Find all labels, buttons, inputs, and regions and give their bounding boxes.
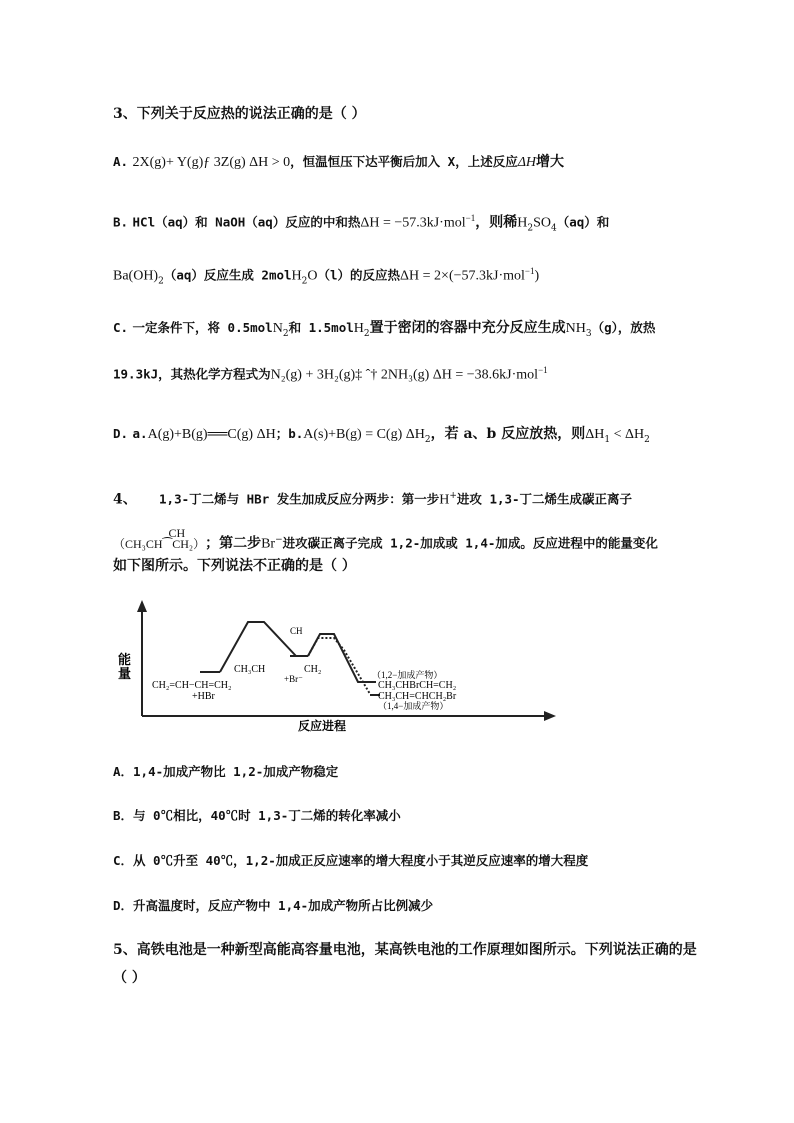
reactant-formula: CH₂=CH−CH=CH₂ bbox=[152, 680, 232, 691]
q4-option-c: C．从 0℃升至 40℃，1,2-加成正反应速率的增大程度小于其逆反应速率的增大程度 bbox=[113, 853, 589, 868]
q3-option-a: A. 2X(g)+ Y(g)ƒ 3Z(g) ΔH > 0，恒温恒压下达平衡后加入 X，上述反应ΔH增大 bbox=[113, 154, 565, 170]
q5-line1: 5、高铁电池是一种新型高能高容量电池，某高铁电池的工作原理如图所示。下列说法正确的是 bbox=[113, 942, 697, 958]
x-label: 反应进程 bbox=[298, 719, 347, 733]
q3-title: 3、下列关于反应热的说法正确的是（ ） bbox=[113, 106, 366, 122]
carbocation-formula: （CH₃CH CH ⁀CH₂） bbox=[113, 525, 206, 551]
y-label-2: 量 bbox=[118, 666, 132, 681]
q4-line1: 4、 1,3-丁二烯与 HBr 发生加成反应分两步：第一步H+进攻 1,3-丁二烯生成碳正离子 bbox=[113, 491, 633, 508]
product-14-label: （1,4−加成产物） bbox=[378, 701, 449, 711]
y-label-1: 能 bbox=[118, 652, 132, 667]
product-12-label: （1,2−加成产物） bbox=[372, 670, 443, 680]
q4-option-d: D．升高温度时，反应产物中 1,4-加成产物所占比例减少 bbox=[113, 898, 434, 913]
q4-option-a: A．1,4-加成产物比 1,2-加成产物稳定 bbox=[113, 764, 339, 779]
intermediate-formula-end: CH₂ bbox=[304, 664, 322, 675]
q4-line3: 如下图所示。下列说法不正确的是（ ） bbox=[113, 558, 356, 574]
q3-option-b-line2: $Ba(OH)_2(aq)$反应生成 2molH$_2$O（l）的反应热ΔH = 2×(−57.3kJ·mol$^{-1}$) bbox=[113, 266, 540, 287]
reactant-hbr: +HBr bbox=[192, 691, 215, 702]
intermediate-formula: CH₃CH bbox=[234, 664, 266, 675]
q3-option-c-line1: C. 一定条件下，将 0.5molN$_2$和 1.5molH$_2$置于密闭的容器中充分反应生成$NH_3(g)$，放热 bbox=[113, 320, 656, 339]
q3-option-d: D. a.A(g)+B(g)══C(g) ΔH；b.A(s)+B(g) = C(g) $\Delta H_2$，若 a、b 反应放热，则$\Delta H_1 < \Delta H_2$ bbox=[113, 426, 650, 445]
q5-line2: （ ） bbox=[113, 970, 146, 986]
q3-option-b-line1: B. HCl（aq）和 NaOH（aq）反应的中和热ΔH = −57.3kJ·mol$^{-1}$，则稀$H_2SO_4(aq)$和 bbox=[113, 213, 610, 234]
product-12-formula: CH₃CHBrCH=CH₂ bbox=[378, 680, 457, 691]
q4-line2: （CH₃CH CH ⁀CH₂）；第二步Br−进攻碳正离子完成 1,2-加成或 1,4-加成。反应进程中的能量变化 bbox=[113, 525, 658, 552]
x-axis-arrow bbox=[544, 711, 556, 721]
product-14-formula: CH₃CH=CHCH₂Br bbox=[378, 691, 457, 702]
intermediate-br: +Br⁻ bbox=[284, 674, 303, 684]
energy-diagram bbox=[108, 598, 558, 733]
q4-option-b: B．与 0℃相比，40℃时 1,3-丁二烯的转化率减小 bbox=[113, 808, 401, 823]
y-axis-arrow bbox=[137, 600, 147, 612]
q3-option-c-line2: 19.3kJ，其热化学方程式为N₂(g) + 3H₂(g)‡ ˆ† 2NH₃(g) ΔH = −38.6kJ·mol$^{-1}$ bbox=[113, 365, 548, 383]
intermediate-top: CH bbox=[290, 626, 303, 636]
